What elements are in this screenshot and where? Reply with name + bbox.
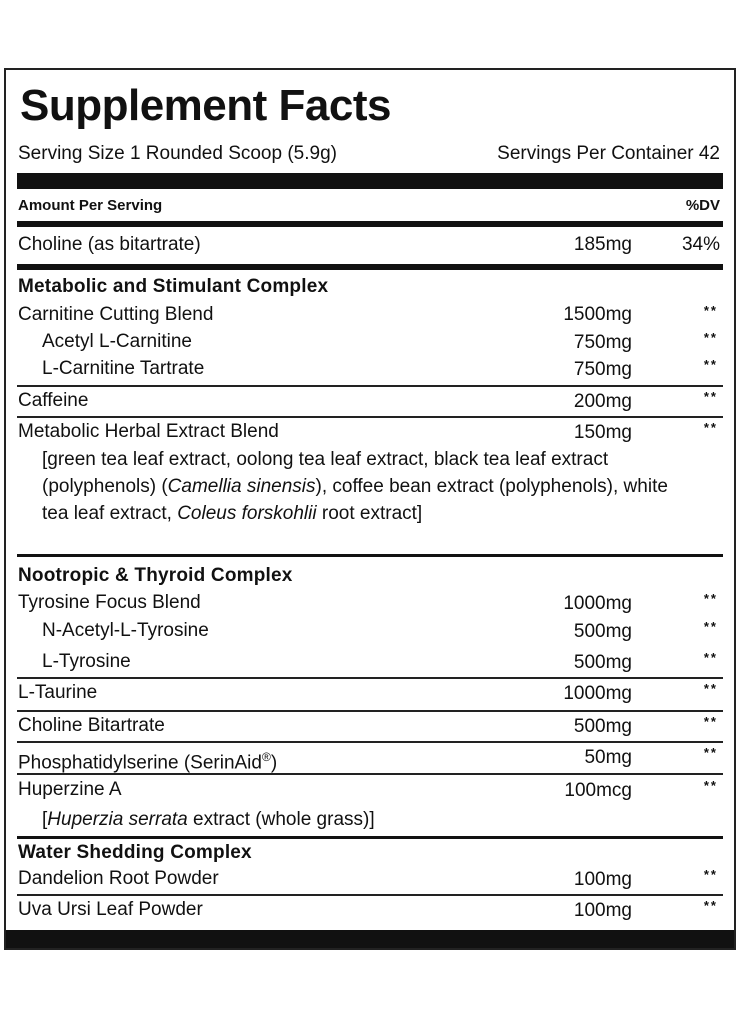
ingredient-name: Caffeine xyxy=(18,390,89,411)
thick-divider xyxy=(17,173,723,189)
ingredient-amount: 100mcg xyxy=(564,780,632,801)
section-heading: Metabolic and Stimulant Complex xyxy=(18,276,329,297)
row-divider xyxy=(17,677,723,679)
ingredient-name: Tyrosine Focus Blend xyxy=(18,592,201,613)
ingredient-amount: 500mg xyxy=(573,621,632,642)
nutrient-amount: 185mg xyxy=(573,234,632,255)
blend-description xyxy=(42,446,682,527)
ingredient-amount: 200mg xyxy=(573,391,632,412)
nutrient-dv: 34% xyxy=(681,234,720,255)
dv-not-established: ** xyxy=(703,650,718,665)
ingredient-amount: 100mg xyxy=(573,900,632,921)
supplement-facts-panel xyxy=(4,68,736,950)
ingredient-name: Metabolic Herbal Extract Blend xyxy=(18,421,279,442)
dv-not-established: ** xyxy=(703,330,718,345)
dv-not-established: ** xyxy=(703,303,718,318)
botanical-name: Huperzia serrata xyxy=(47,809,188,830)
row-divider xyxy=(17,741,723,743)
amount-per-serving-label: Amount Per Serving xyxy=(18,197,163,214)
ingredient-amount: 1500mg xyxy=(563,304,632,325)
botanical-name: Camellia sinensis xyxy=(167,476,316,497)
ingredient-amount: 500mg xyxy=(573,652,632,673)
bottom-thick-bar xyxy=(6,930,734,948)
ingredient-name-text: Phosphatidylserine (SerinAid xyxy=(18,752,262,774)
ingredient-name: Huperzine A xyxy=(18,779,122,800)
dv-not-established: ** xyxy=(703,619,718,634)
ingredient-name xyxy=(18,745,277,775)
row-divider xyxy=(17,710,723,712)
desc-text: ), coffee bean extract (polyphenols), white tea leaf extract, xyxy=(42,476,668,524)
dv-not-established: ** xyxy=(703,714,718,729)
ingredient-amount: 750mg xyxy=(573,359,632,380)
ingredient-amount: 100mg xyxy=(573,869,632,890)
section-divider xyxy=(17,554,723,557)
dv-not-established: ** xyxy=(703,357,718,372)
botanical-name: Coleus forskohlii xyxy=(177,503,317,524)
ingredient-amount: 500mg xyxy=(573,716,632,737)
serving-size: Serving Size 1 Rounded Scoop (5.9g) xyxy=(18,143,337,164)
dv-not-established: ** xyxy=(703,898,718,913)
row-divider xyxy=(17,773,723,775)
medium-divider xyxy=(17,221,723,227)
ingredient-amount: 50mg xyxy=(584,747,632,768)
desc-text: [green tea leaf extract, oolong tea leaf extract, black tea leaf extract (polyphenols) ( xyxy=(42,449,609,497)
dv-not-established: ** xyxy=(703,591,718,606)
ingredient-name: Carnitine Cutting Blend xyxy=(18,304,214,325)
panel-title: Supplement Facts xyxy=(20,81,391,130)
dv-not-established: ** xyxy=(703,778,718,793)
registered-mark: ® xyxy=(261,750,271,764)
dv-not-established: ** xyxy=(703,681,718,696)
ingredient-amount: 750mg xyxy=(573,332,632,353)
row-divider xyxy=(17,894,723,896)
ingredient-name: Dandelion Root Powder xyxy=(18,868,219,889)
medium-divider xyxy=(17,264,723,270)
ingredient-name: Uva Ursi Leaf Powder xyxy=(18,899,203,920)
ingredient-name: L-Taurine xyxy=(18,682,98,703)
dv-header-label: %DV xyxy=(685,197,720,214)
nutrient-name: Choline (as bitartrate) xyxy=(18,234,201,255)
section-divider xyxy=(17,836,723,839)
desc-text: root extract] xyxy=(316,503,423,524)
dv-not-established: ** xyxy=(703,867,718,882)
ingredient-amount: 150mg xyxy=(573,422,632,443)
row-divider xyxy=(17,416,723,418)
servings-per-container: Servings Per Container 42 xyxy=(497,143,720,164)
ingredient-name-text: ) xyxy=(270,752,278,774)
ingredient-name: N-Acetyl-L-Tyrosine xyxy=(42,620,209,641)
dv-not-established: ** xyxy=(703,745,718,760)
section-heading: Nootropic & Thyroid Complex xyxy=(18,565,293,586)
ingredient-name: Choline Bitartrate xyxy=(18,715,165,736)
section-heading: Water Shedding Complex xyxy=(18,842,252,863)
ingredient-name: Acetyl L-Carnitine xyxy=(42,331,192,352)
dv-not-established: ** xyxy=(703,420,718,435)
desc-text: [ xyxy=(42,809,48,830)
ingredient-description xyxy=(42,808,375,832)
ingredient-amount: 1000mg xyxy=(563,593,632,614)
ingredient-name: L-Tyrosine xyxy=(42,651,131,672)
ingredient-amount: 1000mg xyxy=(563,683,632,704)
dv-not-established: ** xyxy=(703,389,718,404)
desc-text: extract (whole grass)] xyxy=(187,809,375,830)
row-divider xyxy=(17,385,723,387)
ingredient-name: L-Carnitine Tartrate xyxy=(42,358,205,379)
